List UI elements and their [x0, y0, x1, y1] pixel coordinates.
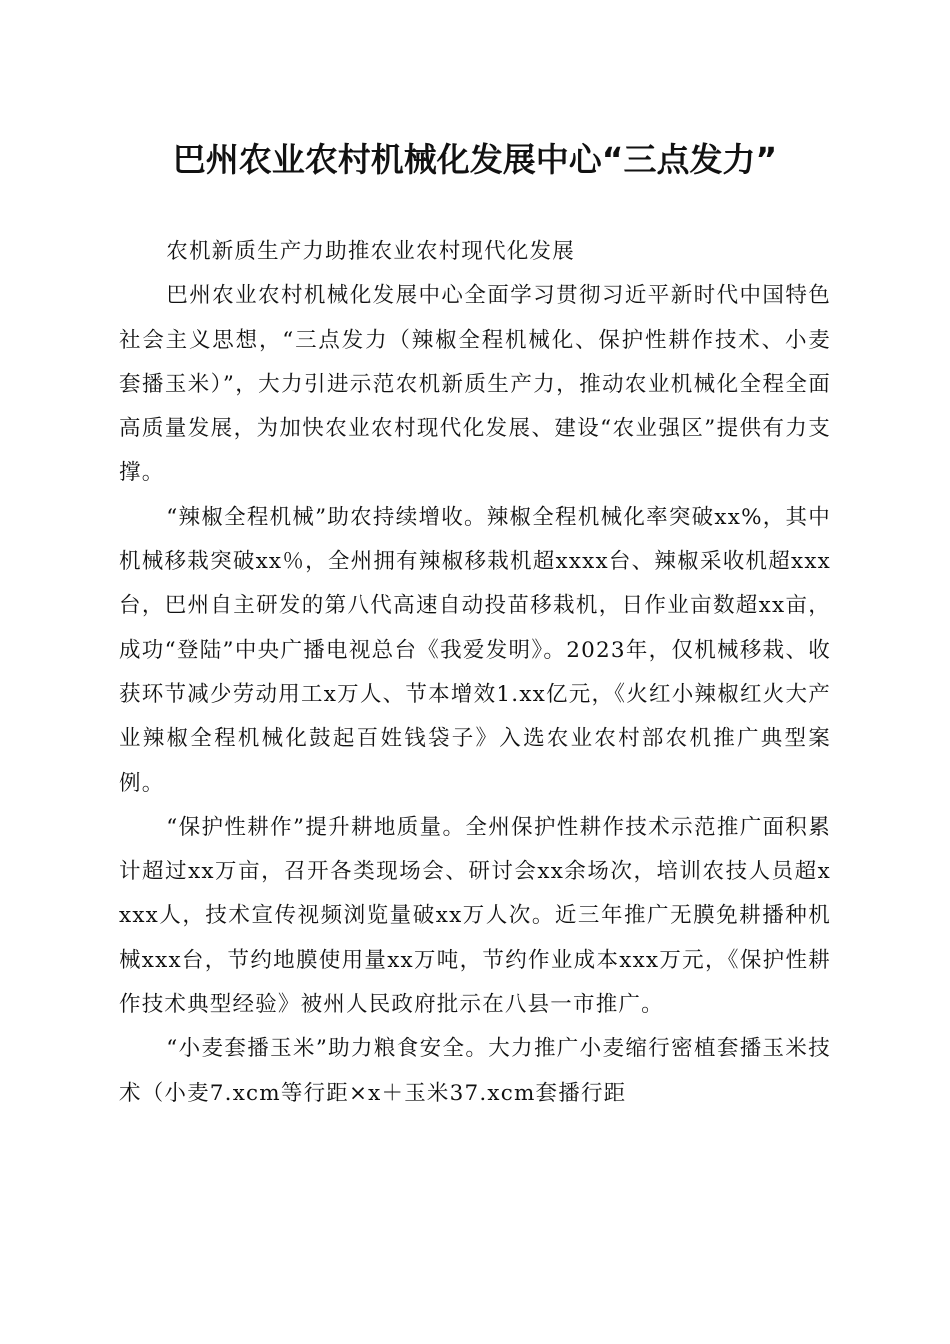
intro-paragraph: 巴州农业农村机械化发展中心全面学习贯彻习近平新时代中国特色社会主义思想，“三点发力（辣椒全程机械化、保护性耕作技术、小麦套播玉米）”，大力引进示范农机新质生产力，推动农业机械化全程全面高质量发展，为加快农业农村现代化发展、建设“农业强区”提供有力支撑。: [119, 283, 831, 486]
conservation-tillage-paragraph: “保护性耕作”提升耕地质量。全州保护性耕作技术示范推广面积累计超过xx万亩，召开各类现场会、研讨会xx余场次，培训农技人员超xxxx人，技术宣传视频浏览量破xx万人次。近三年推广无膜免耕播种机械xxx台，节约地膜使用量xx万吨，节约作业成本xxx万元，《保护性耕作技术典型经验》被州人民政府批示在八县一市推广。: [119, 814, 831, 1018]
pepper-mechanization-paragraph: “辣椒全程机械”助农持续增收。辣椒全程机械化率突破xx%，其中机械移栽突破xx％，全州拥有辣椒移栽机超xxxx台、辣椒采收机超xxx台，巴州自主研发的第八代高速自动投苗移栽机，日作业亩数超xx亩，成功“登陆”中央广播电视总台《我爱发明》。2023年，仅机械移栽、收获环节减少劳动用工x万人、节本增效1.xx亿元，《火红小辣椒红火大产业辣椒全程机械化鼓起百姓钱袋子》入选农业农村部农机推广典型案例。: [119, 504, 831, 796]
document-title: 巴州农业农村机械化发展中心“三点发力”: [172, 140, 778, 179]
wheat-corn-intercropping-paragraph: “小麦套播玉米”助力粮食安全。大力推广小麦缩行密植套播玉米技术（小麦7.xcm等行距×x＋玉米37.xcm套播行距: [119, 1036, 831, 1106]
subtitle-paragraph: 农机新质生产力助推农业农村现代化发展: [166, 239, 575, 264]
document-body: [119, 230, 831, 1116]
